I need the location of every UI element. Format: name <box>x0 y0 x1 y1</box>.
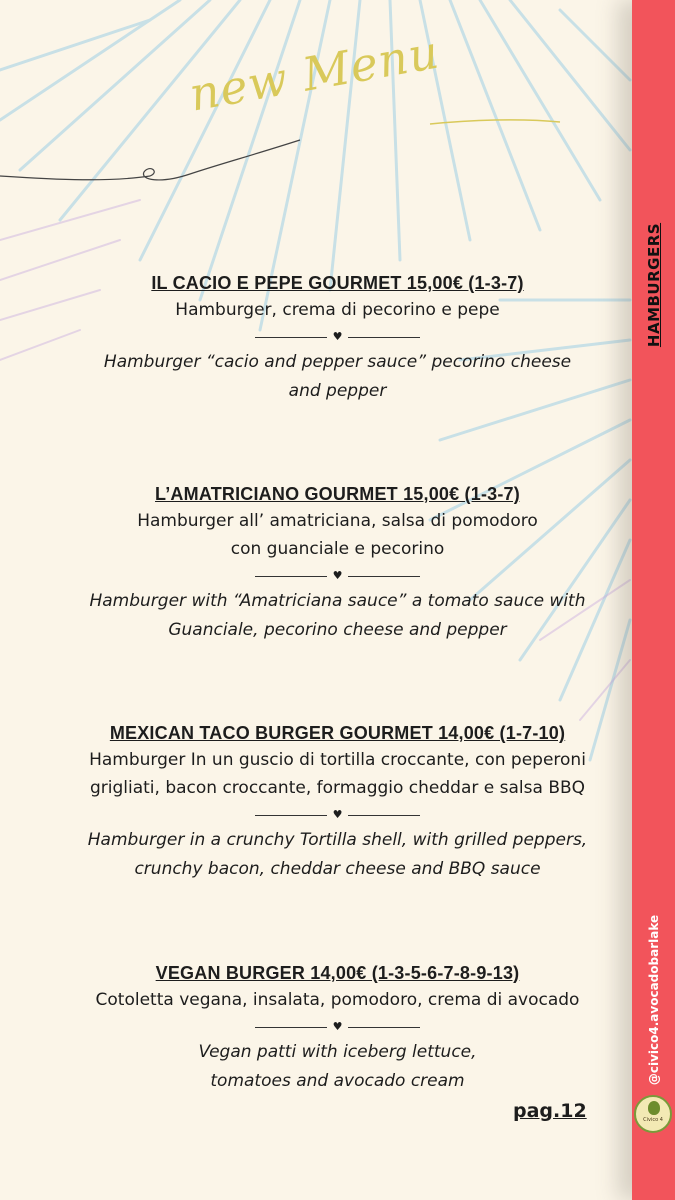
item-title: IL CACIO E PEPE GOURMET 15,00€ (1-3-7) <box>151 273 524 293</box>
menu-item-amatriciano <box>55 481 620 645</box>
restaurant-logo <box>634 1095 672 1133</box>
page-number: pag.12 <box>513 1100 587 1122</box>
avocado-icon <box>648 1101 660 1115</box>
heart-icon: ♥ <box>332 569 343 582</box>
item-description-en: Vegan patti with iceberg lettuce, tomatoes and avocado cream <box>198 1042 477 1091</box>
separator <box>55 1020 620 1034</box>
item-description-it: Hamburger all’ amatriciana, salsa di pomodoro con guanciale e pecorino <box>137 511 538 559</box>
heart-icon: ♥ <box>332 808 343 821</box>
item-description-it: Hamburger, crema di pecorino e pepe <box>175 300 500 320</box>
category-sidebar <box>632 0 675 1200</box>
item-description-it: Hamburger In un guscio di tortilla croccante, con peperoni grigliati, bacon croccante, formaggio cheddar e salsa BBQ <box>89 750 586 798</box>
heart-icon: ♥ <box>332 330 343 343</box>
menu-header-title: new Menu <box>185 24 444 122</box>
item-description-en: Hamburger with “Amatriciana sauce” a tomato sauce with Guanciale, pecorino cheese and pepper <box>89 591 586 640</box>
menu-item-vegan-burger <box>55 960 620 1096</box>
menu-item-cacio-e-pepe <box>55 270 620 406</box>
separator <box>55 330 620 344</box>
menu-item-mexican-taco-burger <box>55 720 620 884</box>
separator <box>55 569 620 583</box>
item-title: VEGAN BURGER 14,00€ (1-3-5-6-7-8-9-13) <box>155 963 520 983</box>
item-description-en: Hamburger in a crunchy Tortilla shell, with grilled peppers, crunchy bacon, cheddar cheese and BBQ sauce <box>87 830 588 879</box>
instagram-handle: @civico4.avocadobarlake <box>646 914 661 1086</box>
item-description-en: Hamburger “cacio and pepper sauce” pecorino cheese and pepper <box>103 352 572 401</box>
item-description-it: Cotoletta vegana, insalata, pomodoro, crema di avocado <box>95 990 580 1010</box>
separator <box>55 808 620 822</box>
item-title: L’AMATRICIANO GOURMET 15,00€ (1-3-7) <box>155 484 520 504</box>
item-title: MEXICAN TACO BURGER GOURMET 14,00€ (1-7-10) <box>109 723 566 743</box>
logo-text: Civico 4 <box>643 1117 663 1123</box>
category-title: HAMBURGERS <box>644 222 663 348</box>
heart-icon: ♥ <box>332 1020 343 1033</box>
